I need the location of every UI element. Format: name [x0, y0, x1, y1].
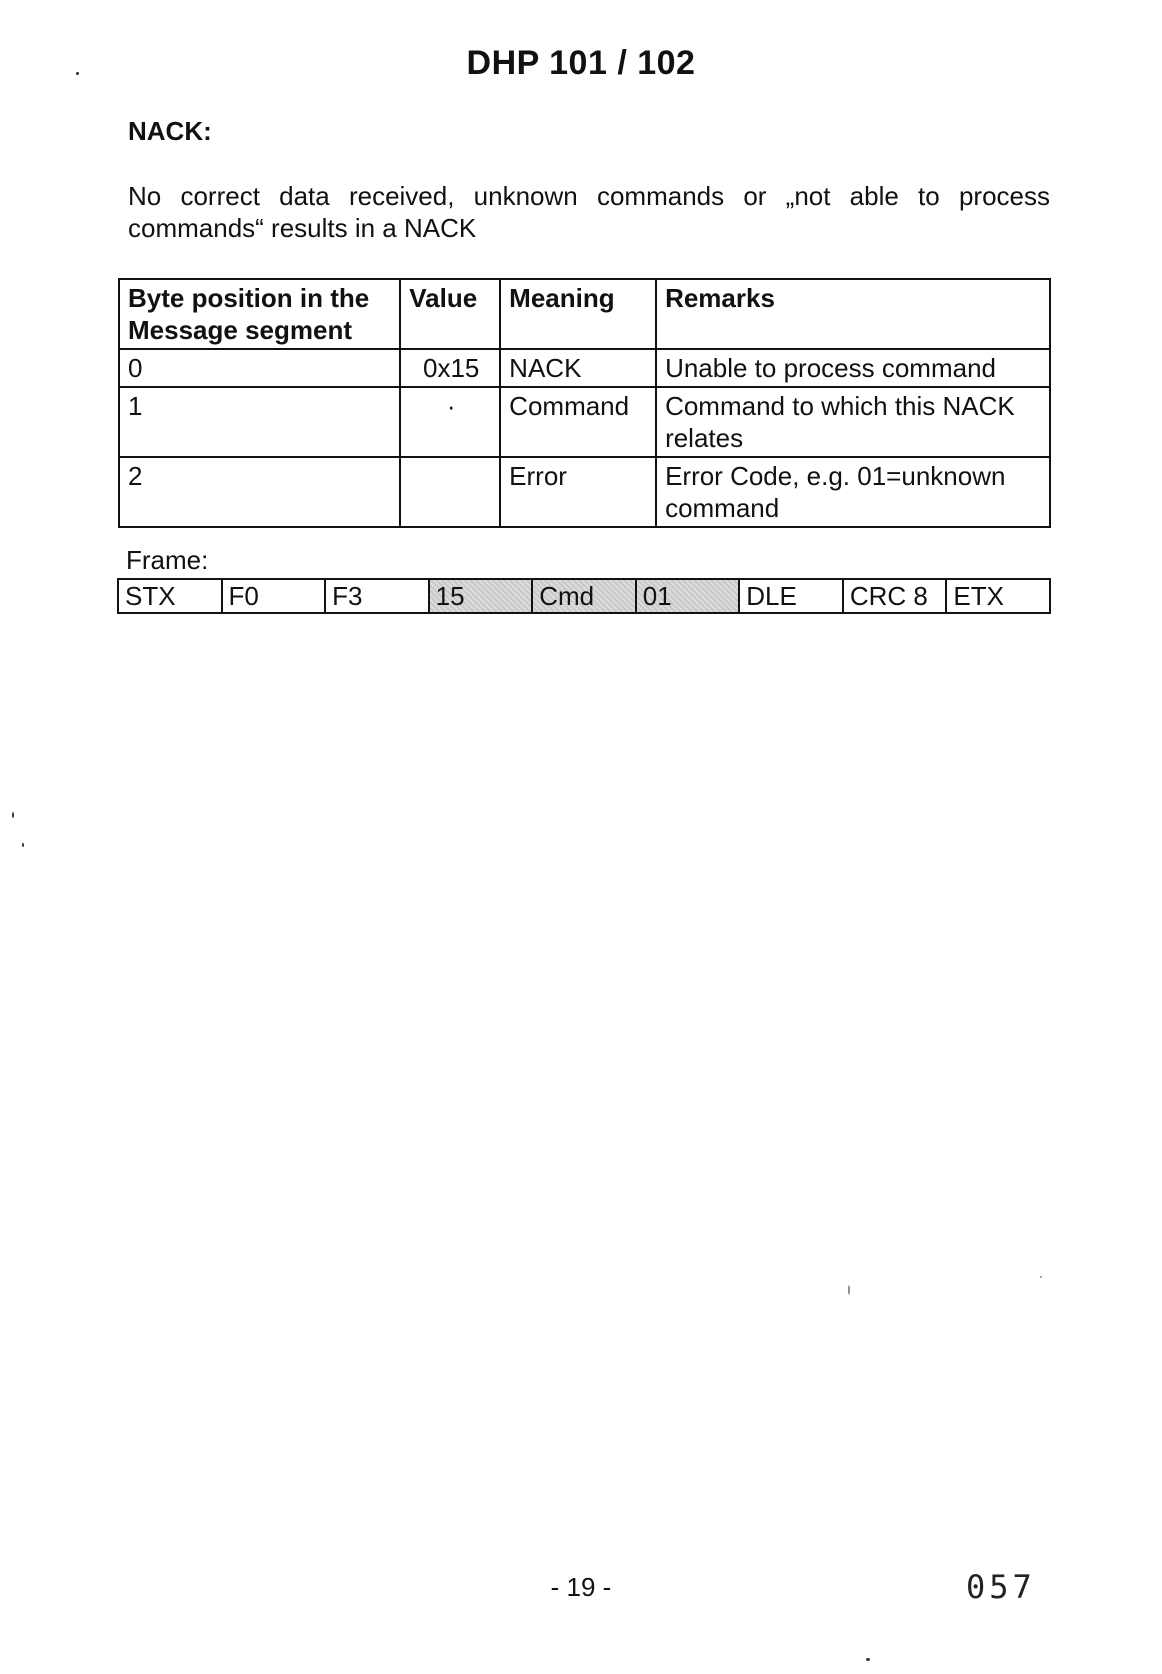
cell-remarks: Unable to process command	[656, 349, 1050, 387]
frame-cell-f3: F3	[325, 579, 429, 613]
table-row	[119, 387, 1050, 457]
cell-value: 0x15	[400, 349, 500, 387]
cell-position: 1	[119, 387, 400, 457]
page-stamp: 057	[966, 1568, 1036, 1606]
table-header-row	[119, 279, 1050, 349]
cell-meaning: Error	[500, 457, 656, 527]
section-paragraph: No correct data received, unknown commands or „not able to process commands“ results in a NACK	[128, 181, 1050, 243]
table-row	[119, 349, 1050, 387]
frame-cell-f0: F0	[222, 579, 326, 613]
scan-speck	[848, 1285, 850, 1295]
frame-row	[118, 579, 1050, 613]
frame-cell-error-code: 01	[636, 579, 740, 613]
col-header-byte-position: Byte position in the Message segment	[119, 279, 400, 349]
cell-value: ·	[400, 387, 500, 457]
scan-speck	[12, 812, 14, 818]
cell-position: 0	[119, 349, 400, 387]
scan-speck	[76, 72, 79, 75]
scan-speck	[1040, 1276, 1042, 1278]
frame-cell-etx: ETX	[946, 579, 1050, 613]
frame-cell-crc8: CRC 8	[843, 579, 947, 613]
frame-cell-cmd: Cmd	[532, 579, 636, 613]
frame-cell-dle: DLE	[739, 579, 843, 613]
page-number: - 19 -	[550, 1572, 612, 1602]
cell-value	[400, 457, 500, 527]
nack-table	[118, 278, 1051, 528]
col-header-value: Value	[400, 279, 500, 349]
frame-table	[117, 578, 1051, 614]
scan-speck	[866, 1658, 870, 1661]
table-row	[119, 457, 1050, 527]
cell-remarks: Error Code, e.g. 01=unknown command	[656, 457, 1050, 527]
cell-meaning: NACK	[500, 349, 656, 387]
frame-cell-stx: STX	[118, 579, 222, 613]
col-header-remarks: Remarks	[656, 279, 1050, 349]
cell-remarks: Command to which this NACK relates	[656, 387, 1050, 457]
cell-meaning: Command	[500, 387, 656, 457]
col-header-meaning: Meaning	[500, 279, 656, 349]
document-title: DHP 101 / 102	[466, 44, 696, 82]
scan-speck	[22, 843, 24, 847]
cell-position: 2	[119, 457, 400, 527]
section-heading: NACK:	[128, 116, 212, 146]
frame-label: Frame:	[126, 545, 209, 575]
frame-cell-nack-code: 15	[429, 579, 533, 613]
